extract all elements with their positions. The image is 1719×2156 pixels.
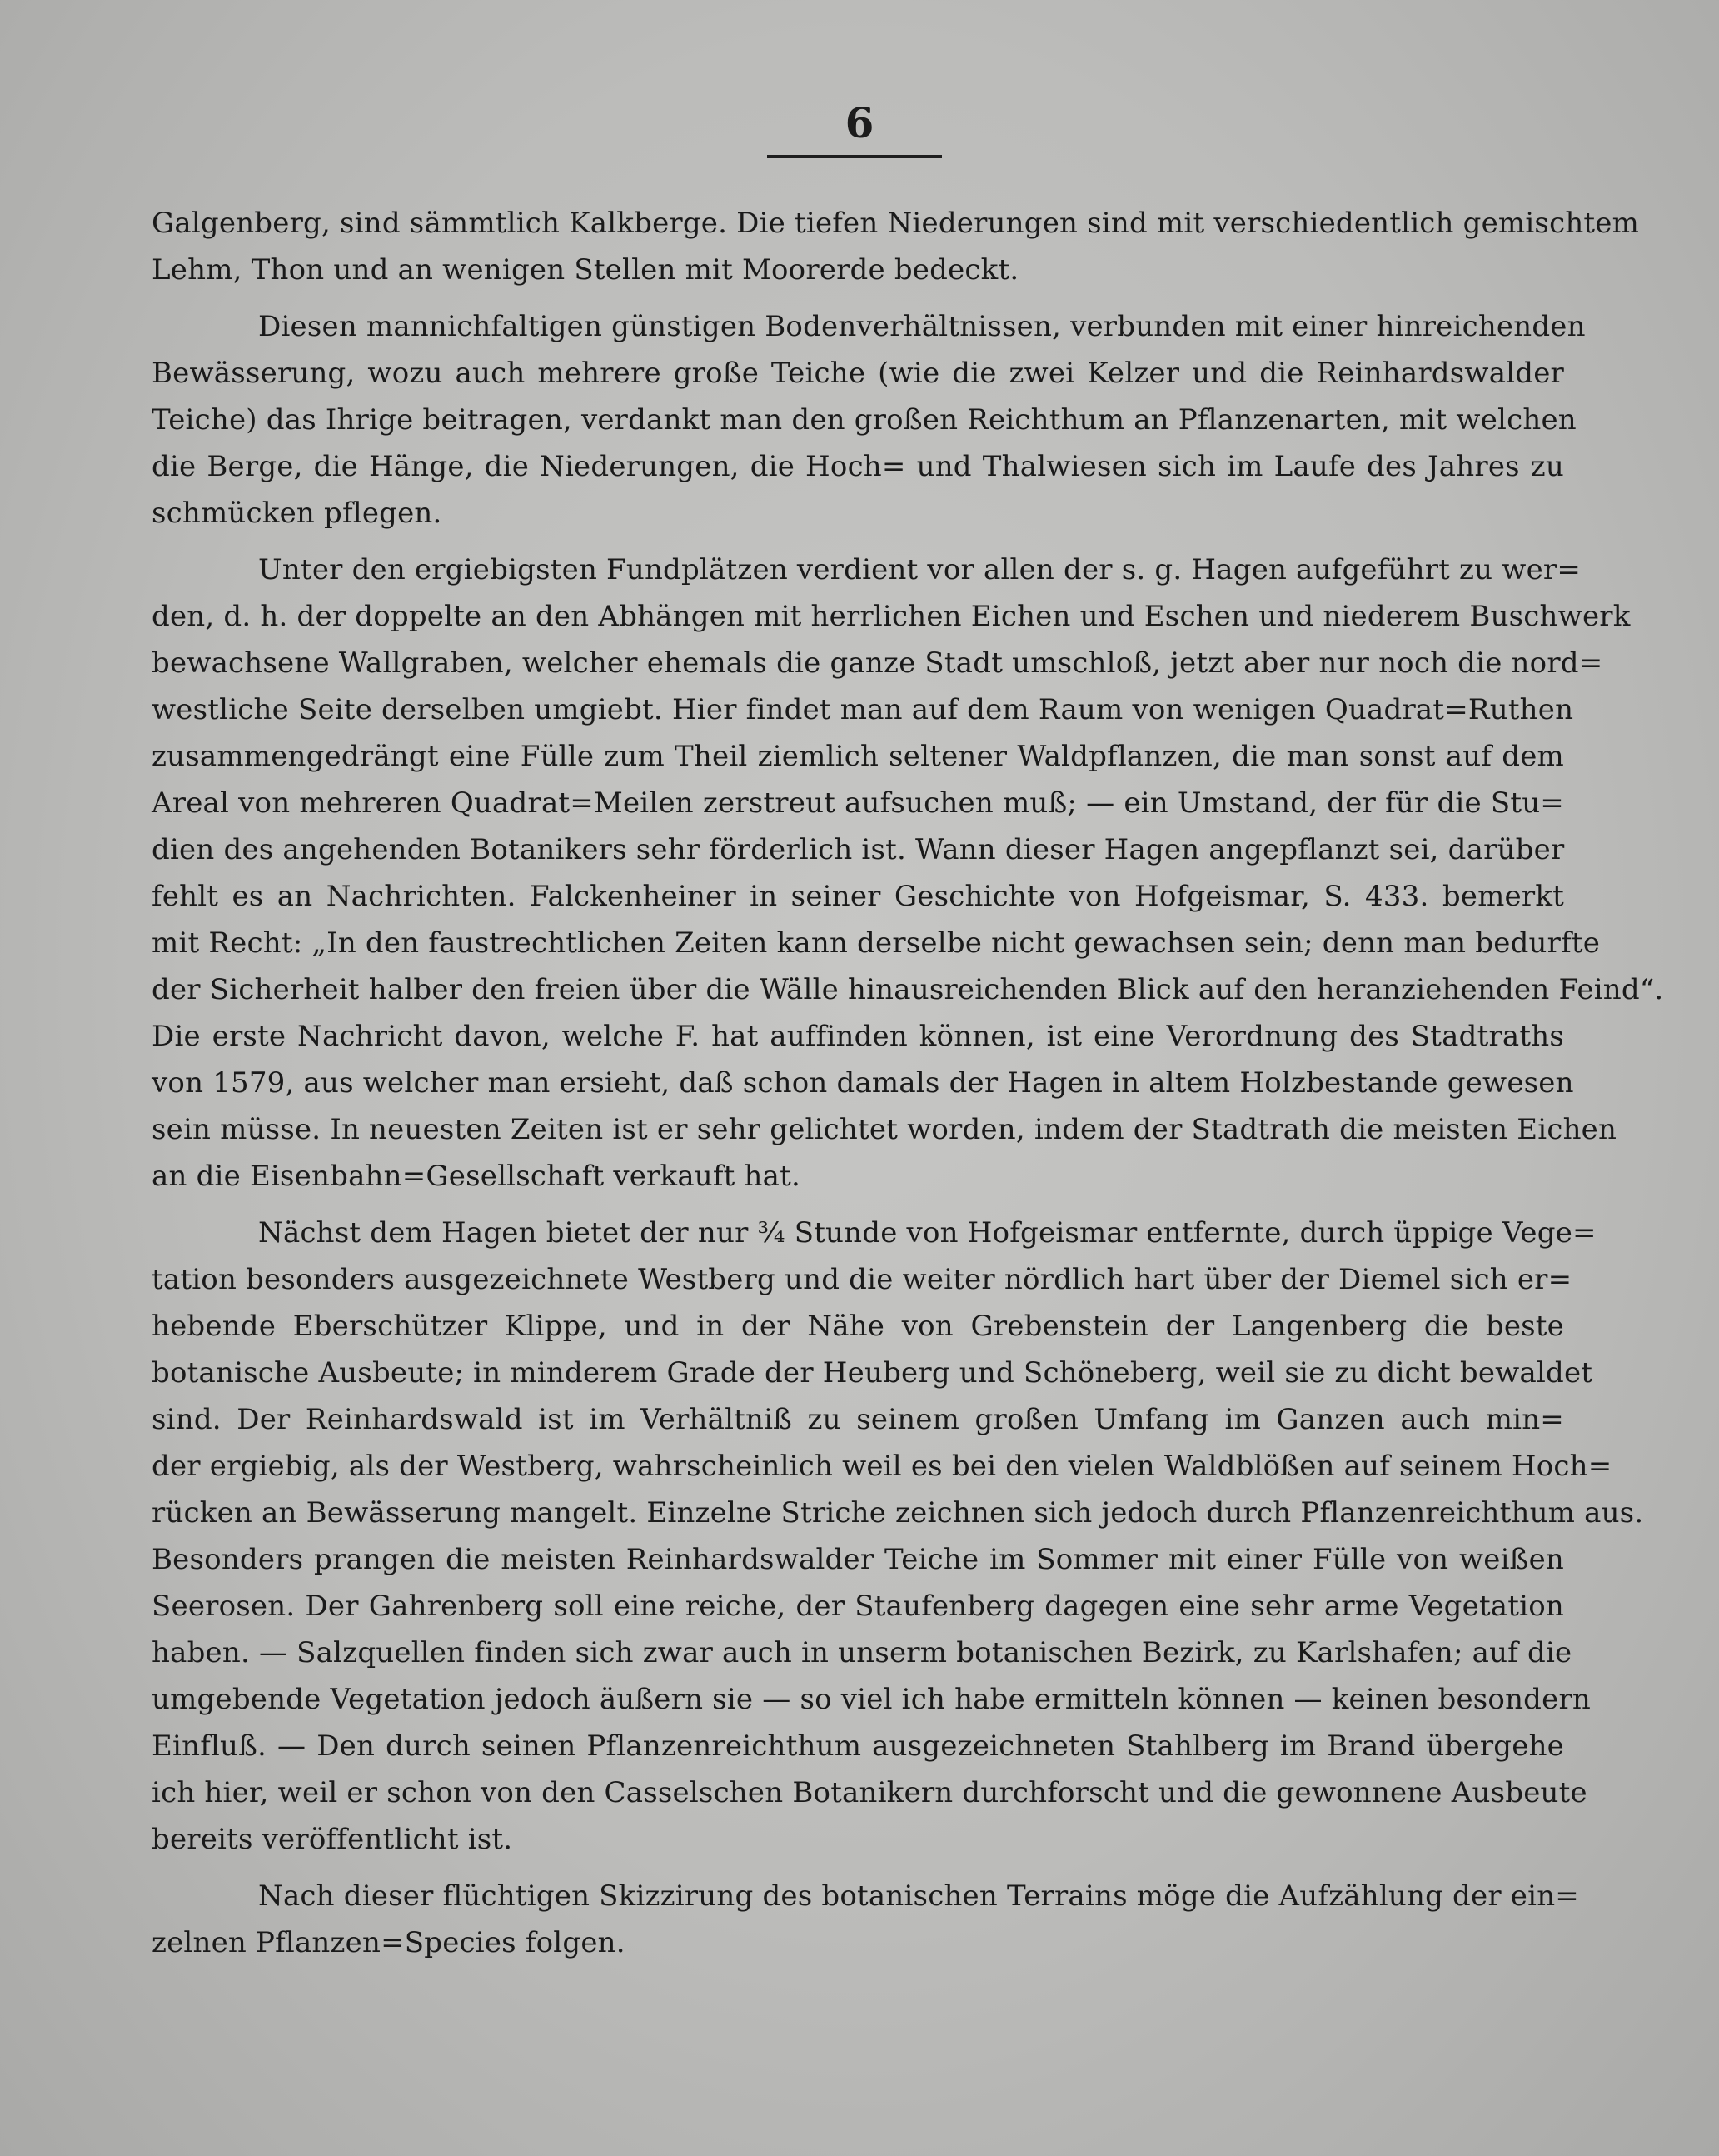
paragraph-4 bbox=[152, 1210, 1644, 1863]
text-line: westliche Seite derselben umgiebt. Hier findet man auf dem Raum von wenigen Quadrat=Ruthen bbox=[152, 693, 1574, 726]
paragraph-2 bbox=[152, 303, 1586, 537]
text-line: dien des angehenden Botanikers sehr förderlich ist. Wann dieser Hagen angepflanzt sei, darüber bbox=[152, 833, 1565, 866]
body-text bbox=[152, 200, 1664, 1976]
paragraph-3 bbox=[152, 546, 1664, 1200]
text-line: schmücken pflegen. bbox=[152, 497, 442, 530]
text-line: hebende Eberschützer Klippe, und in der Nähe von Grebenstein der Langenberg die beste bbox=[152, 1310, 1564, 1343]
text-line: Diesen mannichfaltigen günstigen Bodenverhältnissen, verbunden mit einer hinreichenden bbox=[258, 310, 1586, 343]
text-line: der ergiebig, als der Westberg, wahrscheinlich weil es bei den vielen Waldblößen auf seinem Hoch= bbox=[152, 1450, 1612, 1483]
text-line: Nach dieser flüchtigen Skizzirung des botanischen Terrains möge die Aufzählung der ein= bbox=[258, 1879, 1579, 1913]
text-line: Areal von mehreren Quadrat=Meilen zerstreut aufsuchen muß; — ein Umstand, der für die Stu= bbox=[152, 786, 1564, 820]
text-line: Besonders prangen die meisten Reinhardswalder Teiche im Sommer mit einer Fülle von weißen bbox=[152, 1543, 1564, 1576]
text-line: Lehm, Thon und an wenigen Stellen mit Moorerde bedeckt. bbox=[152, 253, 1019, 287]
text-line: zelnen Pflanzen=Species folgen. bbox=[152, 1926, 625, 1959]
text-line: umgebende Vegetation jedoch äußern sie — so viel ich habe ermitteln können — keinen besondern bbox=[152, 1683, 1592, 1716]
text-line: an die Eisenbahn=Gesellschaft verkauft hat. bbox=[152, 1160, 800, 1193]
text-line: botanische Ausbeute; in minderem Grade der Heuberg und Schöneberg, weil sie zu dicht bewaldet bbox=[152, 1356, 1593, 1390]
text-line: bereits veröffentlicht ist. bbox=[152, 1823, 513, 1856]
text-line: haben. — Salzquellen finden sich zwar auch in unserm botanischen Bezirk, zu Karlshafen; auf die bbox=[152, 1636, 1572, 1669]
text-line: Bewässerung, wozu auch mehrere große Teiche (wie die zwei Kelzer und die Reinhardswalder bbox=[152, 357, 1564, 390]
text-line: zusammengedrängt eine Fülle zum Theil ziemlich seltener Waldpflanzen, die man sonst auf dem bbox=[152, 740, 1564, 773]
text-line: Unter den ergiebigsten Fundplätzen verdient vor allen der s. g. Hagen aufgeführt zu wer= bbox=[258, 553, 1582, 586]
text-line: rücken an Bewässerung mangelt. Einzelne Striche zeichnen sich jedoch durch Pflanzenreichthum aus. bbox=[152, 1496, 1644, 1530]
text-line: bewachsene Wallgraben, welcher ehemals die ganze Stadt umschloß, jetzt aber nur noch die nord= bbox=[152, 646, 1603, 680]
text-line: die Berge, die Hänge, die Niederungen, die Hoch= und Thalwiesen sich im Laufe des Jahres zu bbox=[152, 450, 1564, 483]
text-line: den, d. h. der doppelte an den Abhängen mit herrlichen Eichen und Eschen und niederem Buschwerk bbox=[152, 600, 1631, 633]
text-line: von 1579, aus welcher man ersieht, daß schon damals der Hagen in altem Holzbestande gewesen bbox=[152, 1066, 1574, 1100]
text-line: Einfluß. — Den durch seinen Pflanzenreichthum ausgezeichneten Stahlberg im Brand übergehe bbox=[152, 1729, 1564, 1763]
text-line: Teiche) das Ihrige beitragen, verdankt man den großen Reichthum an Pflanzenarten, mit welchen bbox=[152, 403, 1577, 437]
text-line: Galgenberg, sind sämmtlich Kalkberge. Die tiefen Niederungen sind mit verschiedentlich gemischtem bbox=[152, 207, 1640, 240]
text-line: der Sicherheit halber den freien über die Wälle hinausreichenden Blick auf den heranziehenden Feind“. bbox=[152, 973, 1664, 1006]
text-line: sind. Der Reinhardswald ist im Verhältniß zu seinem großen Umfang im Ganzen auch min= bbox=[152, 1403, 1564, 1436]
page-number: 6 bbox=[845, 98, 874, 147]
text-line: Nächst dem Hagen bietet der nur ¾ Stunde von Hofgeismar entfernte, durch üppige Vege= bbox=[258, 1216, 1597, 1250]
paragraph-1 bbox=[152, 200, 1640, 293]
header-rule bbox=[767, 155, 942, 158]
text-line: sein müsse. In neuesten Zeiten ist er sehr gelichtet worden, indem der Stadtrath die meisten Eichen bbox=[152, 1113, 1617, 1146]
text-line: mit Recht: „In den faustrechtlichen Zeiten kann derselbe nicht gewachsen sein; denn man bedurfte bbox=[152, 926, 1601, 960]
text-line: Die erste Nachricht davon, welche F. hat auffinden können, ist eine Verordnung des Stadtraths bbox=[152, 1020, 1564, 1053]
text-line: Seerosen. Der Gahrenberg soll eine reiche, der Staufenberg dagegen eine sehr arme Vegetation bbox=[152, 1590, 1564, 1623]
text-line: ich hier, weil er schon von den Casselschen Botanikern durchforscht und die gewonnene Ausbeute bbox=[152, 1776, 1587, 1809]
paragraph-5 bbox=[152, 1873, 1579, 1966]
text-line: tation besonders ausgezeichnete Westberg und die weiter nördlich hart über der Diemel sich er= bbox=[152, 1263, 1572, 1296]
text-line: fehlt es an Nachrichten. Falckenheiner in seiner Geschichte von Hofgeismar, S. 433. bemerkt bbox=[152, 880, 1564, 913]
